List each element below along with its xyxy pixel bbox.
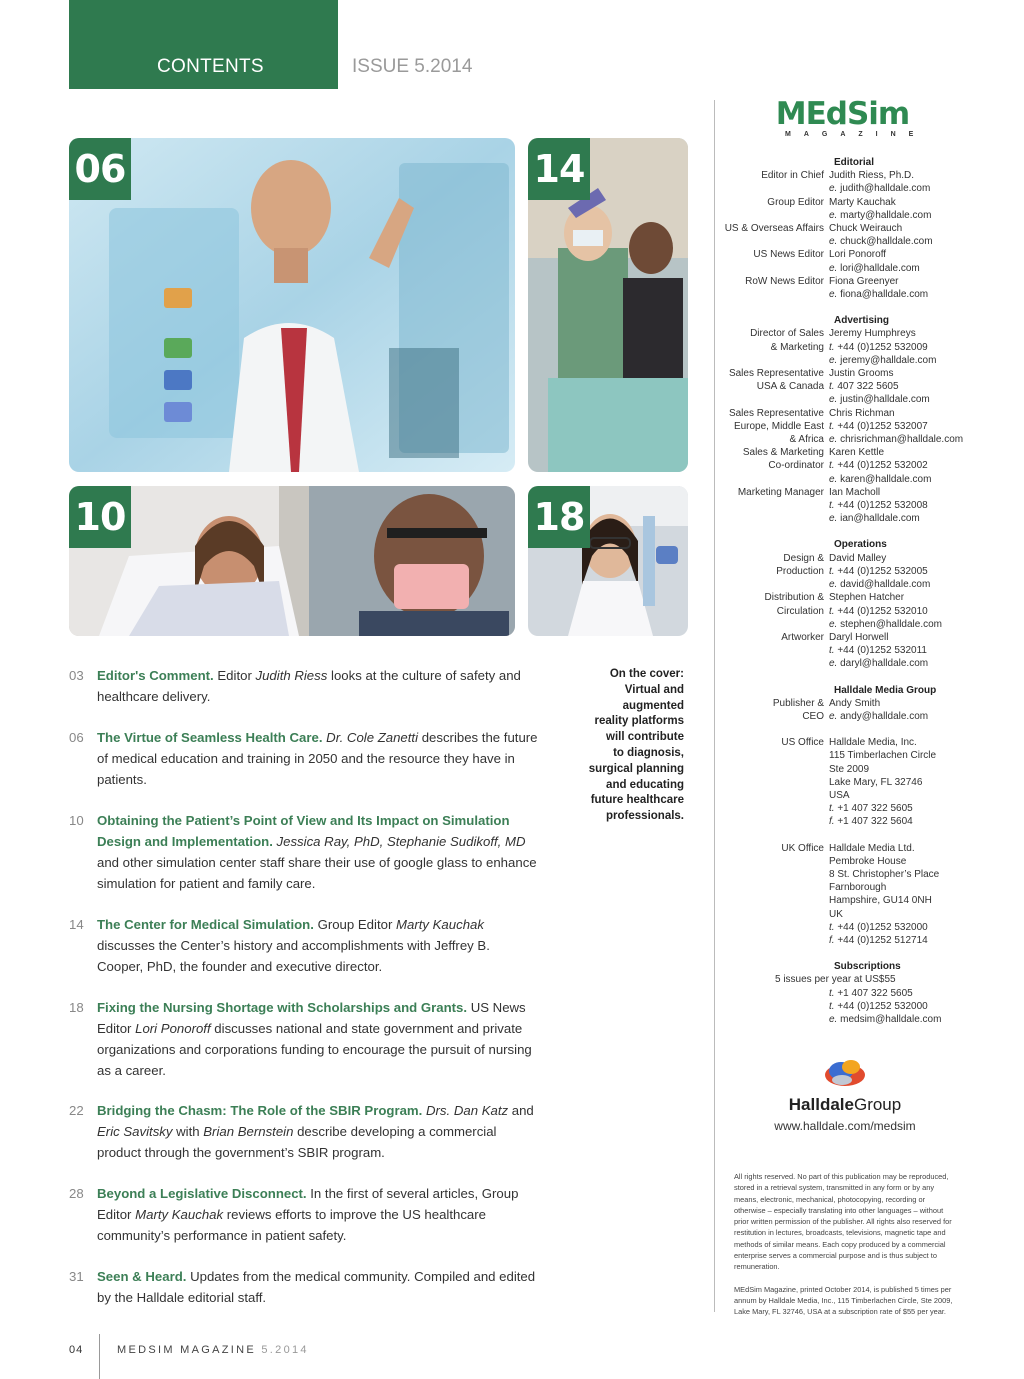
staff-entry: Publisher & Andy Smith bbox=[772, 697, 881, 709]
staff-entry: Marketing Manager Ian Macholl bbox=[737, 486, 881, 498]
toc-page: 10 bbox=[69, 813, 84, 828]
toc-description: Jessica Ray, PhD, Stephanie Sudikoff, MD and other simulation center staff share their use of google glass to enhance simulation for patient and family care. bbox=[97, 834, 537, 891]
toc-page: 28 bbox=[69, 1186, 84, 1201]
uk-office: Pembroke House bbox=[829, 855, 907, 867]
toc-page: 31 bbox=[69, 1269, 84, 1284]
staff-entry: e. justin@halldale.com bbox=[829, 394, 930, 406]
toc-title: The Virtue of Seamless Health Care. bbox=[97, 730, 323, 745]
halldale-wordmark-bold: Halldale bbox=[788, 1095, 854, 1114]
advertising-heading: Advertising bbox=[834, 315, 890, 327]
toc-description: Dr. Cole Zanetti describes the future of medical education and training in 2050 and the resource they have in patients. bbox=[97, 730, 538, 787]
toc-title: Beyond a Legislative Disconnect. bbox=[97, 1186, 307, 1201]
logo-wordmark: MEdSim bbox=[775, 96, 910, 132]
staff-entry: Sales Representative Chris Richman bbox=[728, 407, 895, 419]
toc-description: Editor Judith Riess looks at the culture of safety and healthcare delivery. bbox=[97, 668, 521, 704]
halldale-wordmark bbox=[760, 1095, 930, 1115]
cover-caption-line: and educating bbox=[606, 778, 684, 791]
us-office: t. +1 407 322 5605 bbox=[829, 803, 913, 815]
toc-item[interactable] bbox=[69, 1100, 539, 1163]
toc-description: US News Editor Lori Ponoroff discusses national and state government and private organizations and corporations funding to encourage the pursuit of nursing as a career. bbox=[97, 1000, 532, 1078]
section-title: CONTENTS bbox=[157, 56, 264, 77]
logo-subtitle: MAGAZINE bbox=[785, 131, 927, 138]
article-number-14: 14 bbox=[528, 138, 590, 200]
us-office: Lake Mary, FL 32746 bbox=[829, 776, 923, 788]
issue-label: ISSUE 5.2014 bbox=[352, 56, 473, 77]
footer-divider bbox=[99, 1334, 100, 1379]
staff-entry: & Africa e. chrisrichman@halldale.com bbox=[789, 434, 964, 446]
staff-entry: US & Overseas Affairs Chuck Weirauch bbox=[724, 223, 903, 235]
toc-title: Fixing the Nursing Shortage with Scholarships and Grants. bbox=[97, 1000, 468, 1015]
staff-entry: Director of Sales Jeremy Humphreys bbox=[750, 328, 916, 340]
toc-item[interactable] bbox=[69, 1183, 539, 1246]
uk-office: Farnborough bbox=[829, 882, 887, 894]
uk-office: f. +44 (0)1252 512714 bbox=[829, 934, 928, 946]
copyright-notice: All rights reserved. No part of this publication may be reproduced, stored in a retrieval system, transmitted in any form or by any means, electronic, mechanical, photocopying, recording or otherwise – especially translating into other languages – without prior written permission of the publisher. All rights also reserved for restitution in lectures, broadcasts, televisions, magnetic tape and methods of similar means. Each copy produced by a commercial enterprise serves a commercial purpose and is thus subject to remuneration. bbox=[734, 1172, 952, 1272]
toc-description: Updates from the medical community. Compiled and edited by the Halldale editorial staff. bbox=[97, 1269, 536, 1305]
article-number-18: 18 bbox=[528, 486, 590, 548]
staff-entry: e. ian@halldale.com bbox=[829, 513, 920, 525]
toc-item[interactable] bbox=[69, 1266, 539, 1308]
masthead bbox=[720, 156, 1010, 1026]
toc-title: Editor's Comment. bbox=[97, 668, 214, 683]
google-glass-simulation-image bbox=[69, 486, 515, 636]
us-office: US Office Halldale Media, Inc. bbox=[781, 737, 917, 749]
uk-office: UK bbox=[829, 908, 843, 920]
cover-caption-line: to diagnosis, bbox=[613, 746, 684, 759]
toc-page: 22 bbox=[69, 1103, 84, 1118]
toc-page: 06 bbox=[69, 730, 84, 745]
halldale-wordmark-light: Group bbox=[853, 1095, 902, 1114]
photo-article-18[interactable] bbox=[528, 486, 688, 636]
staff-entry: US News Editor Lori Ponoroff bbox=[753, 249, 887, 261]
staff-entry: e. stephen@halldale.com bbox=[829, 618, 943, 630]
toc-description: Drs. Dan Katz and Eric Savitsky with Brian Bernstein describe developing a commercial product through the government’s SBIR program. bbox=[97, 1103, 534, 1160]
editorial-heading: Editorial bbox=[834, 157, 875, 168]
staff-entry: Artworker Daryl Horwell bbox=[781, 631, 889, 643]
toc-item[interactable] bbox=[69, 727, 539, 790]
staff-entry: e. jeremy@halldale.com bbox=[829, 354, 937, 366]
us-office: Ste 2009 bbox=[829, 763, 870, 775]
staff-entry: USA & Canada t. 407 322 5605 bbox=[756, 381, 899, 393]
cover-caption-line: will contribute bbox=[606, 731, 684, 744]
footer-magazine-name: MEDSIM MAGAZINE bbox=[117, 1344, 257, 1356]
subscriptions-row: e. medsim@halldale.com bbox=[829, 1013, 942, 1025]
subscription-rate: 5 issues per year at US$55 bbox=[775, 974, 896, 986]
website-link[interactable]: www.halldale.com/medsim bbox=[774, 1119, 916, 1133]
us-office: f. +1 407 322 5604 bbox=[829, 816, 913, 828]
doctor-virtual-screen-image bbox=[69, 138, 515, 472]
staff-entry: Editor in Chief Judith Riess, Ph.D. bbox=[761, 170, 915, 182]
halldale-group-logo bbox=[760, 1058, 930, 1133]
us-office: 115 Timberlachen Circle bbox=[829, 750, 937, 762]
cover-caption-line: professionals. bbox=[606, 810, 684, 823]
cover-caption-line: Virtual and bbox=[624, 683, 684, 696]
staff-entry: e. karen@halldale.com bbox=[829, 473, 932, 485]
staff-entry: e. daryl@halldale.com bbox=[829, 658, 929, 670]
staff-entry: e. lori@halldale.com bbox=[829, 262, 920, 274]
staff-entry: e. david@halldale.com bbox=[829, 579, 931, 591]
column-divider bbox=[714, 100, 715, 1312]
staff-entry: t. +44 (0)1252 532008 bbox=[829, 500, 928, 512]
toc-page: 18 bbox=[69, 1000, 84, 1015]
toc-page: 03 bbox=[69, 668, 84, 683]
subscriptions-row: t. +1 407 322 5605 bbox=[829, 987, 913, 999]
subscriptions-heading: Subscriptions bbox=[834, 961, 901, 973]
uk-office: Hampshire, GU14 0NH bbox=[829, 895, 932, 907]
toc-title: Obtaining the Patient’s Point of View and Its Impact on Simulation Design and Implementation. bbox=[97, 813, 510, 849]
staff-entry: t. +44 (0)1252 532011 bbox=[829, 645, 927, 657]
article-number-06: 06 bbox=[69, 138, 131, 200]
uk-office: 8 St. Christopher’s Place bbox=[829, 868, 940, 880]
cover-caption-line: augmented bbox=[622, 699, 684, 712]
publisher-heading: Halldale Media Group bbox=[834, 684, 937, 696]
toc-item[interactable] bbox=[69, 665, 539, 707]
staff-entry: CEO e. andy@halldale.com bbox=[802, 710, 929, 722]
subscriptions-row: t. +44 (0)1252 532000 bbox=[829, 1000, 928, 1012]
photo-article-10[interactable] bbox=[69, 486, 515, 636]
halldale-globe-icon bbox=[822, 1058, 868, 1090]
staff-entry: Design & David Malley bbox=[783, 552, 887, 564]
legal-notice bbox=[734, 1171, 954, 1318]
toc-item[interactable] bbox=[69, 914, 539, 977]
staff-entry: Co-ordinator t. +44 (0)1252 532002 bbox=[768, 460, 928, 472]
toc-item[interactable] bbox=[69, 810, 539, 894]
toc-description: Group Editor Marty Kauchak discusses the Center’s history and accomplishments with Jeffrey B. Cooper, PhD, the founder and executive director. bbox=[97, 917, 490, 974]
staff-entry: e. fiona@halldale.com bbox=[829, 289, 929, 301]
toc-page: 14 bbox=[69, 917, 84, 932]
us-office: USA bbox=[829, 789, 850, 801]
staff-entry: e. chuck@halldale.com bbox=[829, 236, 933, 248]
staff-entry: & Marketing t. +44 (0)1252 532009 bbox=[770, 341, 928, 353]
article-number-10: 10 bbox=[69, 486, 131, 548]
staff-entry: Europe, Middle East t. +44 (0)1252 532007 bbox=[733, 420, 928, 432]
cover-caption-line: future healthcare bbox=[590, 794, 684, 807]
uk-office: UK Office Halldale Media Ltd. bbox=[781, 842, 915, 854]
photo-article-06[interactable] bbox=[69, 138, 515, 472]
photo-article-14[interactable] bbox=[528, 138, 688, 472]
toc-title: The Center for Medical Simulation. bbox=[97, 917, 314, 932]
staff-entry: RoW News Editor Fiona Greenyer bbox=[745, 275, 899, 287]
staff-entry: Circulation t. +44 (0)1252 532010 bbox=[776, 605, 928, 617]
cover-caption-line: reality platforms bbox=[594, 715, 684, 728]
page-number: 04 bbox=[69, 1344, 84, 1356]
footer-issue: 5.2014 bbox=[261, 1344, 309, 1356]
cover-caption-line: On the cover: bbox=[609, 668, 684, 680]
cover-caption-line: surgical planning bbox=[588, 762, 684, 775]
toc-description: In the first of several articles, Group Editor Marty Kauchak reviews efforts to improve the US healthcare community’s performance in patient safety. bbox=[97, 1186, 519, 1243]
staff-entry: Group Editor Marty Kauchak bbox=[767, 196, 896, 208]
toc-title: Bridging the Chasm: The Role of the SBIR Program. bbox=[97, 1103, 423, 1118]
footer-magazine bbox=[117, 1344, 309, 1356]
publication-notice: MEdSim Magazine, printed October 2014, is published 5 times per annum by Halldale Media, Inc., 115 Timberlachen Circle, Ste 2009, Lake Mary, FL 32746, USA at a subscription rate of $55 per year. bbox=[734, 1284, 953, 1317]
contents-header bbox=[69, 0, 338, 89]
toc-item[interactable] bbox=[69, 997, 539, 1081]
staff-entry: e. judith@halldale.com bbox=[829, 183, 931, 195]
cover-caption bbox=[560, 667, 684, 825]
uk-office: t. +44 (0)1252 532000 bbox=[829, 921, 928, 933]
staff-entry: Distribution & Stephen Hatcher bbox=[764, 592, 905, 604]
toc-title: Seen & Heard. bbox=[97, 1269, 187, 1284]
staff-entry: e. marty@halldale.com bbox=[829, 209, 932, 221]
staff-entry: Production t. +44 (0)1252 532005 bbox=[776, 565, 928, 577]
staff-entry: Sales & Marketing Karen Kettle bbox=[742, 447, 885, 459]
staff-entry: Sales Representative Justin Grooms bbox=[728, 368, 894, 380]
operations-heading: Operations bbox=[834, 539, 887, 551]
medsim-logo bbox=[775, 96, 927, 138]
